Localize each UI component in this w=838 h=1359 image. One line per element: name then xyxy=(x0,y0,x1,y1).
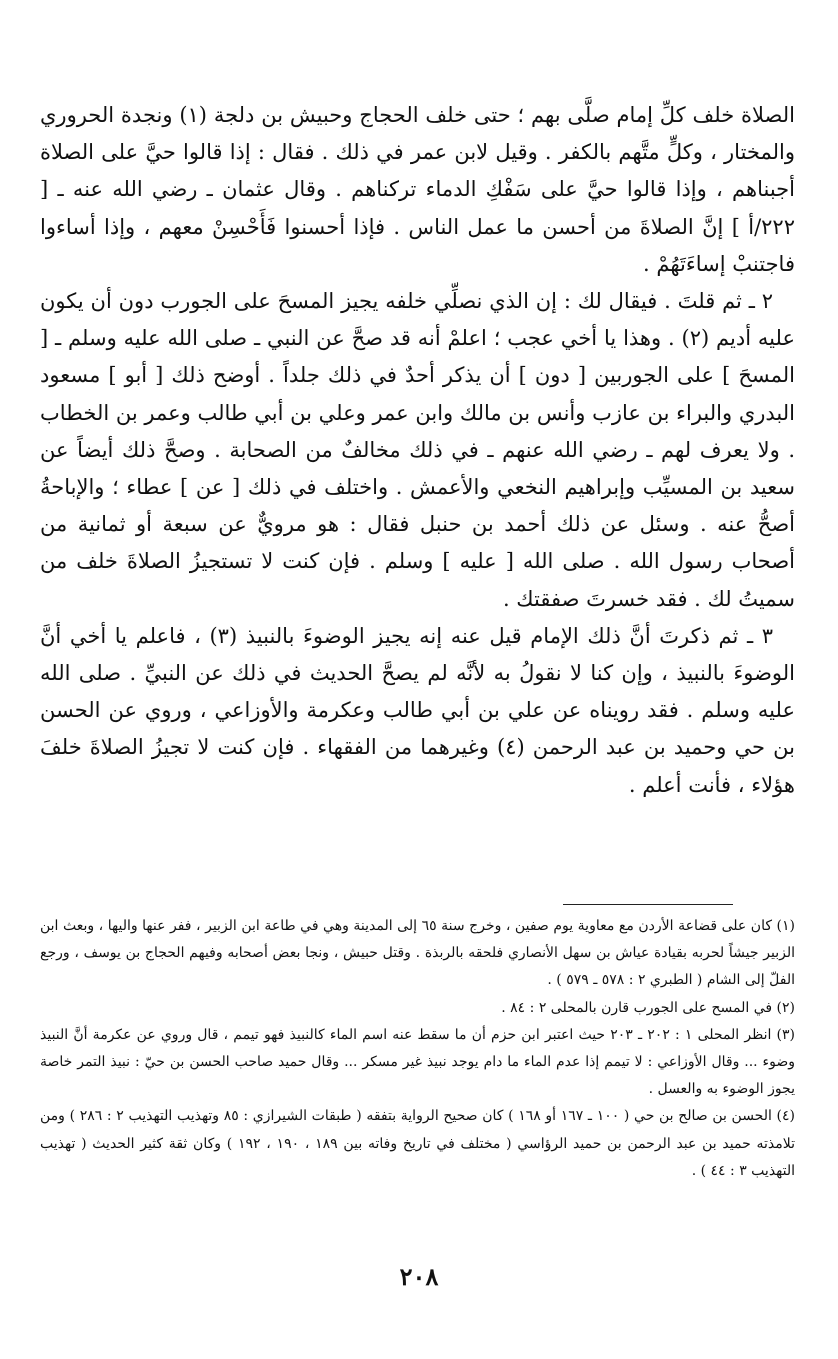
footnote-3: (٣) انظر المحلى ١ : ٢٠٢ ـ ٢٠٣ حيث اعتبر ابن حزم أن ما سقط عنه اسم الماء كالنبيذ فهو تيمم ، قال وروي عن عكرمة أنَّ النبيذ وضوء ... وقال الأوزاعي : لا تيمم إذا عدم الماء ما دام يوجد نبيذ غير مسكر ... وقال حميد صاحب الحسن بن حيّ : نبيذ التمر خاصة يجوز الوضوء به والعسل . xyxy=(40,1026,795,1098)
footnote-separator xyxy=(563,904,733,905)
paragraph-1-continuation: الصلاة خلف كلِّ إمام صلَّى بهم ؛ حتى خلف الحجاج وحبيش بن دلجة (١) ونجدة الحروري والمختار ، وكلٍّ متَّهم بالكفر . وقيل لابن عمر في ذلك . فقال : إذا قالوا حيَّ على الصلاة أجبناهم ، وإذا قالوا حيَّ على سَفْكِ الدماء تركناهم . وقال عثمان ـ رضي الله عنه ـ [ ٢٢٢/أ ] إنَّ الصلاةَ من أحسن ما عمل الناس . فإذا أحسنوا فَأَحْسِنْ معهم ، وإذا أساءوا فاجتنبْ إساءَتَهُمْ . xyxy=(40,103,795,276)
footnote-2: (٢) في المسح على الجورب قارن بالمحلى ٢ : ٨٤ . xyxy=(501,999,795,1016)
footnotes-block xyxy=(40,913,795,1185)
footnote-1: (١) كان على قضاعة الأردن مع معاوية يوم صفين ، وخرج سنة ٦٥ إلى المدينة وهي في طاعة ابن الزبير ، ففر عنها واليها ، وبعث ابن الزبير جيشاً لحربه بقيادة عياش بن سهل الأنصاري فلحقه بالربذة . وقتل حبيش ، ونجا بعض أصحابه وفيهم الحجاج بن يوسف ، ورجع الفلّ إلى الشام ( الطبري ٢ : ٥٧٨ ـ ٥٧٩ ) . xyxy=(40,918,795,989)
page-number: ٢٠٨ xyxy=(399,1262,439,1291)
footnote-4: (٤) الحسن بن صالح بن حي ( ١٠٠ ـ ١٦٧ أو ١٦٨ ) كان صحيح الرواية بتفقه ( طبقات الشيرازي : ٨٥ وتهذيب التهذيب ٢ : ٢٨٦ ) ومن تلامذته حميد بن عبد الرحمن بن حميد الرؤاسي ( مختلف في تاريخ وفاته بين ١٨٩ ، ١٩٠ ، ١٩٢ ) وكان ثقة كثير الحديث ( تهذيب التهذيب ٣ : ٤٤ ) . xyxy=(40,1108,795,1179)
paragraph-2-wiping-socks: ٢ ـ ثم قلتَ . فيقال لك : إن الذي نصلِّي خلفه يجيز المسحَ على الجورب دون أن يكون عليه أديم (٢) . وهذا يا أخي عجب ؛ اعلمْ أنه قد صحَّ عن النبي ـ صلى الله عليه وسلم ـ [ المسحَ ] على الجوربين [ دون ] أن يذكر أحدٌ في ذلك جلداً . أوضح ذلك [ أبو ] مسعود البدري والبراء بن عازب وأنس بن مالك وابن عمر وعلي بن أبي طالب وعمر بن الخطاب . ولا يعرف لهم ـ رضي الله عنهم ـ في ذلك مخالفٌ من الصحابة . وصحَّ ذلك أيضاً عن سعيد بن المسيِّب وإبراهيم النخعي والأعمش . واختلف في ذلك [ عن ] عطاء ؛ والإباحةُ أصحُّ عنه . وسئل عن ذلك أحمد بن حنبل فقال : هو مرويٌّ عن سبعة أو ثمانية من أصحاب رسول الله . صلى الله [ عليه ] وسلم . فإن كنت لا تستجيزُ الصلاةَ خلف من سميتُ لك . فقد خسرتَ صفقتك . xyxy=(40,289,795,611)
main-text-block xyxy=(40,97,795,804)
paragraph-3-ablution-nabidh: ٣ ـ ثم ذكرتَ أنَّ ذلك الإمام قيل عنه إنه يجيز الوضوءَ بالنبيذ (٣) ، فاعلم يا أخي أنَّ الوضوءَ بالنبيذ ، وإن كنا لا نقولُ به لأنَّه لم يصحَّ الحديث في ذلك عن النبيِّ . صلى الله عليه وسلم . فقد رويناه عن علي بن أبي طالب وعكرمة والأوزاعي ، وروي عن الحسن بن حي وحميد بن عبد الرحمن (٤) وغيرهما من الفقهاء . فإن كنت لا تجيزُ الصلاةَ خلفَ هؤلاء ، فأنت أعلم . xyxy=(40,623,795,797)
